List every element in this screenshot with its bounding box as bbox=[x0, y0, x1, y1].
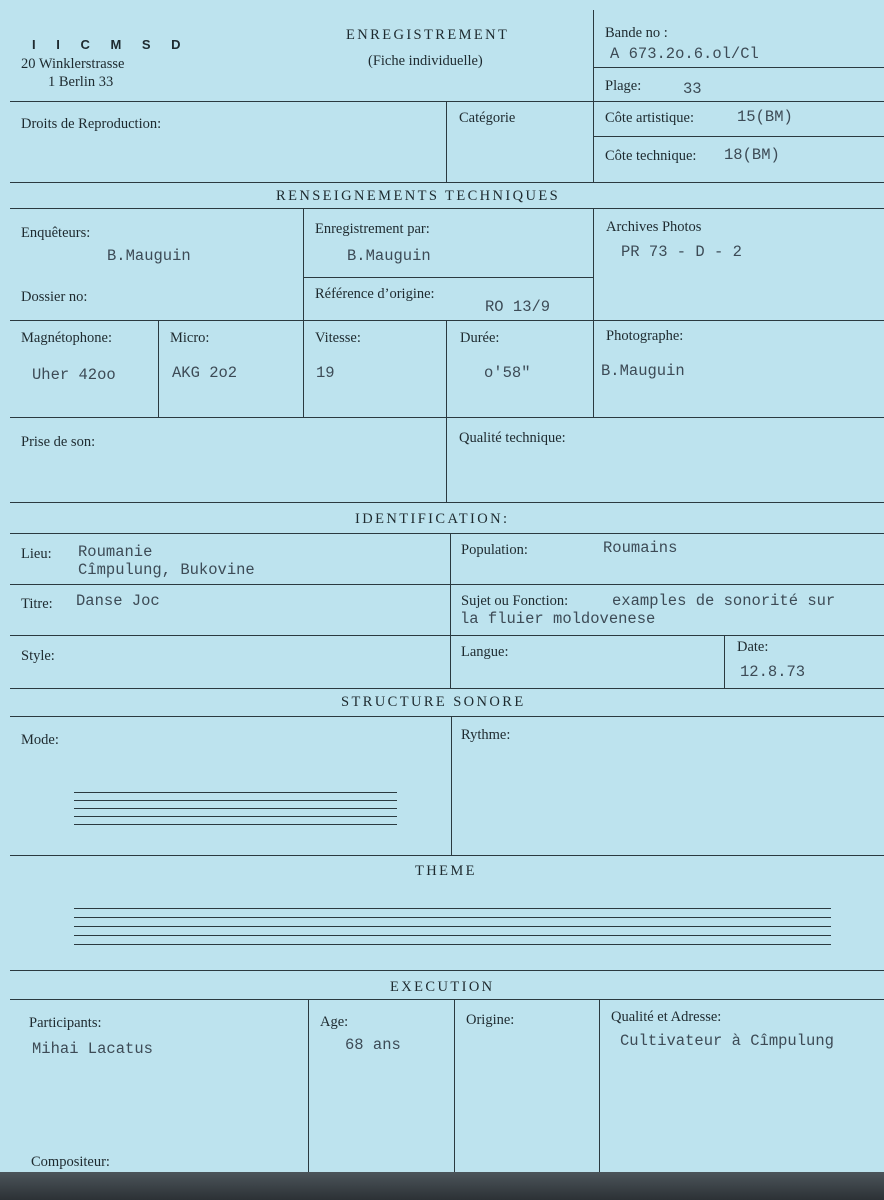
cote-technique-label: Côte technique: bbox=[605, 148, 697, 164]
micro-label: Micro: bbox=[170, 330, 210, 346]
rule-structure-heading-bottom bbox=[10, 716, 884, 717]
theme-heading: THEME bbox=[415, 863, 477, 879]
date-label: Date: bbox=[737, 639, 769, 655]
rule-ident-mid bbox=[450, 533, 451, 688]
card-subtitle: (Fiche individuelle) bbox=[368, 53, 483, 69]
qualite-adresse-label: Qualité et Adresse: bbox=[611, 1009, 722, 1025]
micro-value: AKG 2o2 bbox=[172, 364, 238, 382]
rule-style-bottom bbox=[10, 688, 884, 689]
reference-value: RO 13/9 bbox=[485, 298, 551, 316]
rule-date-left bbox=[724, 635, 725, 688]
magnetophone-label: Magnétophone: bbox=[21, 330, 113, 346]
rule-structure-mid bbox=[451, 716, 452, 855]
rule-enreg-par-bottom bbox=[303, 277, 594, 278]
rule-bande-bottom bbox=[593, 67, 884, 68]
cote-artistique-label: Côte artistique: bbox=[605, 110, 694, 126]
rule-qualite-left bbox=[446, 417, 447, 502]
cote-technique-value: 18(BM) bbox=[724, 146, 780, 164]
age-label: Age: bbox=[320, 1014, 349, 1030]
structure-heading: STRUCTURE SONORE bbox=[341, 694, 526, 710]
rule-qualite-adresse-left bbox=[599, 999, 600, 1176]
duree-value: o'58" bbox=[484, 364, 531, 382]
titre-value: Danse Joc bbox=[76, 592, 160, 610]
compositeur-label: Compositeur: bbox=[31, 1154, 110, 1170]
vitesse-label: Vitesse: bbox=[315, 330, 361, 346]
rule-archives-left bbox=[593, 208, 594, 417]
rule-age-left bbox=[308, 999, 309, 1176]
categorie-label: Catégorie bbox=[459, 110, 516, 126]
scan-background bbox=[0, 1172, 884, 1200]
plage-value: 33 bbox=[683, 80, 702, 98]
rule-duree-left bbox=[446, 320, 447, 417]
rule-theme-bottom bbox=[10, 970, 884, 971]
rule-micro-left bbox=[158, 320, 159, 417]
rule-origine-left bbox=[454, 999, 455, 1176]
enregistrement-par-value: B.Mauguin bbox=[347, 247, 431, 265]
rule-structure-bottom bbox=[10, 855, 884, 856]
lieu-value-line1: Roumanie bbox=[78, 543, 153, 561]
photographe-value: B.Mauguin bbox=[601, 362, 685, 380]
enqueteurs-value: B.Mauguin bbox=[107, 247, 191, 265]
style-label: Style: bbox=[21, 648, 55, 664]
rule-rens-heading-bottom bbox=[10, 208, 884, 209]
population-value: Roumains bbox=[603, 539, 678, 557]
cote-artistique-value: 15(BM) bbox=[737, 108, 793, 126]
rule-ident-heading-bottom bbox=[10, 533, 884, 534]
photographe-label: Photographe: bbox=[606, 328, 684, 344]
langue-label: Langue: bbox=[461, 644, 509, 660]
age-value: 68 ans bbox=[345, 1036, 401, 1054]
org-logo: I I C M S D bbox=[32, 37, 190, 52]
rule-execution-heading-bottom bbox=[10, 999, 884, 1000]
rule-droits-bottom bbox=[10, 182, 884, 183]
rule-enreg-par-left bbox=[303, 208, 304, 417]
participants-label: Participants: bbox=[29, 1015, 102, 1031]
address-city: 1 Berlin 33 bbox=[48, 74, 114, 90]
participants-value: Mihai Lacatus bbox=[32, 1040, 153, 1058]
titre-label: Titre: bbox=[21, 596, 53, 612]
dossier-label: Dossier no: bbox=[21, 289, 88, 305]
bande-label: Bande no : bbox=[605, 25, 668, 41]
bande-value: A 673.2o.6.ol/Cl bbox=[610, 45, 759, 63]
identification-heading: IDENTIFICATION: bbox=[355, 511, 510, 527]
archives-photos-label: Archives Photos bbox=[606, 219, 702, 235]
enregistrement-par-label: Enregistrement par: bbox=[315, 221, 430, 237]
magnetophone-value: Uher 42oo bbox=[32, 366, 116, 384]
droits-label: Droits de Reproduction: bbox=[21, 116, 162, 132]
rule-prise-bottom bbox=[10, 502, 884, 503]
sujet-value-line1: examples de sonorité sur bbox=[612, 592, 836, 610]
origine-label: Origine: bbox=[466, 1012, 515, 1028]
qualite-adresse-value: Cultivateur à Cîmpulung bbox=[620, 1032, 834, 1050]
execution-heading: EXECUTION bbox=[390, 979, 495, 995]
rythme-label: Rythme: bbox=[461, 727, 511, 743]
qualite-technique-label: Qualité technique: bbox=[459, 430, 566, 446]
renseignements-heading: RENSEIGNEMENTS TECHNIQUES bbox=[276, 188, 561, 204]
vitesse-value: 19 bbox=[316, 364, 335, 382]
reference-label: Référence d’origine: bbox=[315, 286, 435, 302]
enqueteurs-label: Enquêteurs: bbox=[21, 225, 91, 241]
prise-de-son-label: Prise de son: bbox=[21, 434, 96, 450]
rule-lieu-bottom bbox=[10, 584, 884, 585]
sujet-value-line2: la fluier moldovenese bbox=[460, 610, 656, 628]
mode-label: Mode: bbox=[21, 732, 59, 748]
address-street: 20 Winklerstrasse bbox=[21, 56, 125, 72]
rule-cote-mid bbox=[593, 136, 884, 137]
rule-categorie-left bbox=[446, 101, 447, 182]
archives-photos-value: PR 73 - D - 2 bbox=[621, 243, 742, 261]
rule-titre-bottom bbox=[10, 635, 884, 636]
duree-label: Durée: bbox=[460, 330, 500, 346]
card-title: ENREGISTREMENT bbox=[346, 27, 510, 43]
lieu-label: Lieu: bbox=[21, 546, 52, 562]
plage-label: Plage: bbox=[605, 78, 642, 94]
sujet-label: Sujet ou Fonction: bbox=[461, 593, 569, 609]
lieu-value-line2: Cîmpulung, Bukovine bbox=[78, 561, 255, 579]
population-label: Population: bbox=[461, 542, 528, 558]
date-value: 12.8.73 bbox=[740, 663, 806, 681]
rule-bande-left bbox=[593, 10, 594, 182]
